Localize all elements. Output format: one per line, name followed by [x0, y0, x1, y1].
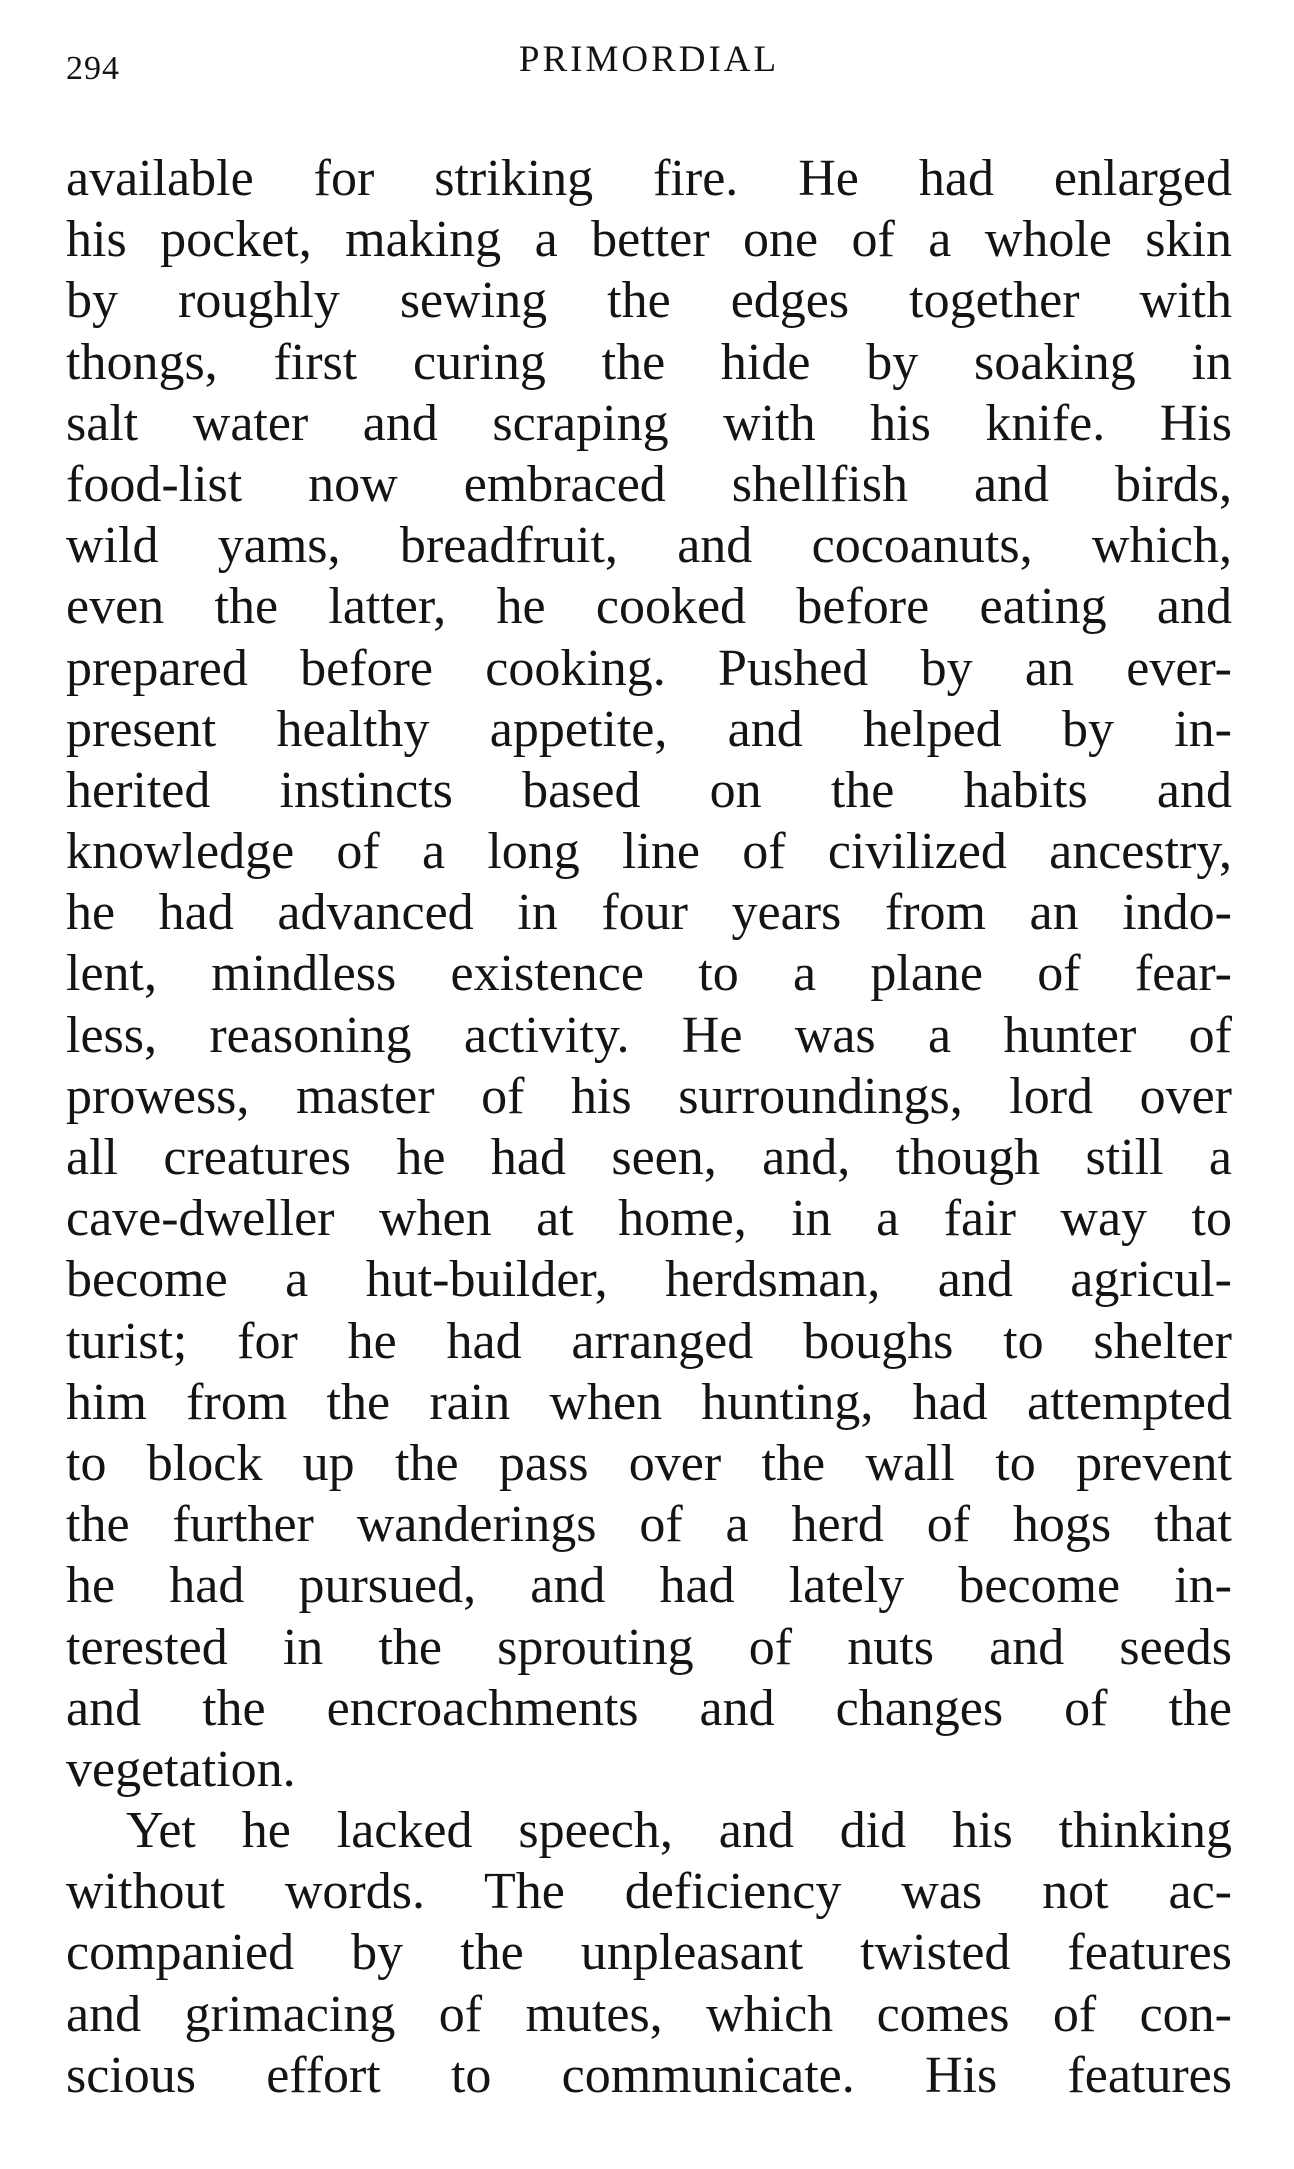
text-line: and grimacing of mutes, which comes of con-: [66, 1985, 1232, 2043]
text-line: cave-dweller when at home, in a fair way to: [66, 1190, 1232, 1248]
text-line: wild yams, breadfruit, and cocoanuts, which,: [66, 517, 1232, 575]
text-line: the further wanderings of a herd of hogs that: [66, 1496, 1232, 1554]
text-line: he had advanced in four years from an indo-: [66, 884, 1232, 942]
text-line: prowess, master of his surroundings, lord over: [66, 1067, 1232, 1125]
running-head: PRIMORDIAL: [518, 39, 780, 80]
text-line: knowledge of a long line of civilized ancestry,: [66, 823, 1232, 881]
text-line: prepared before cooking. Pushed by an ever-: [66, 639, 1232, 697]
body-text: [66, 148, 1232, 2106]
text-line: present healthy appetite, and helped by in-: [66, 700, 1232, 758]
text-line: Yet he lacked speech, and did his thinking: [126, 1802, 1232, 1860]
text-line: less, reasoning activity. He was a hunter of: [66, 1006, 1232, 1064]
text-line: vegetation.: [66, 1740, 296, 1798]
text-line: available for striking fire. He had enlarged: [66, 150, 1232, 207]
text-line: even the latter, he cooked before eating and: [66, 578, 1232, 636]
text-line: all creatures he had seen, and, though still a: [66, 1129, 1232, 1186]
text-line: salt water and scraping with his knife. His: [66, 394, 1232, 452]
paragraph: [66, 148, 1232, 1800]
text-line: terested in the sprouting of nuts and seeds: [66, 1618, 1232, 1676]
text-line: to block up the pass over the wall to prevent: [66, 1434, 1232, 1492]
text-line: without words. The deficiency was not ac-: [66, 1863, 1232, 1921]
text-line: herited instincts based on the habits and: [66, 761, 1232, 819]
text-line: him from the rain when hunting, had attempted: [66, 1373, 1232, 1431]
page-header: [66, 38, 1232, 98]
text-line: by roughly sewing the edges together with: [66, 272, 1232, 330]
text-line: food-list now embraced shellfish and birds,: [66, 455, 1232, 513]
text-line: companied by the unpleasant twisted features: [66, 1924, 1232, 1982]
text-line: scious effort to communicate. His features: [66, 2046, 1232, 2104]
text-line: turist; for he had arranged boughs to shelter: [66, 1312, 1232, 1370]
text-line: and the encroachments and changes of the: [66, 1679, 1232, 1737]
paragraph: [66, 1800, 1232, 2106]
text-line: thongs, first curing the hide by soaking in: [66, 333, 1232, 391]
text-line: become a hut-builder, herdsman, and agricul-: [66, 1251, 1232, 1309]
text-line: lent, mindless existence to a plane of fear-: [66, 945, 1232, 1003]
text-line: he had pursued, and had lately become in-: [66, 1557, 1232, 1615]
text-line: his pocket, making a better one of a whole skin: [66, 211, 1232, 269]
page-number: 294: [66, 50, 120, 87]
